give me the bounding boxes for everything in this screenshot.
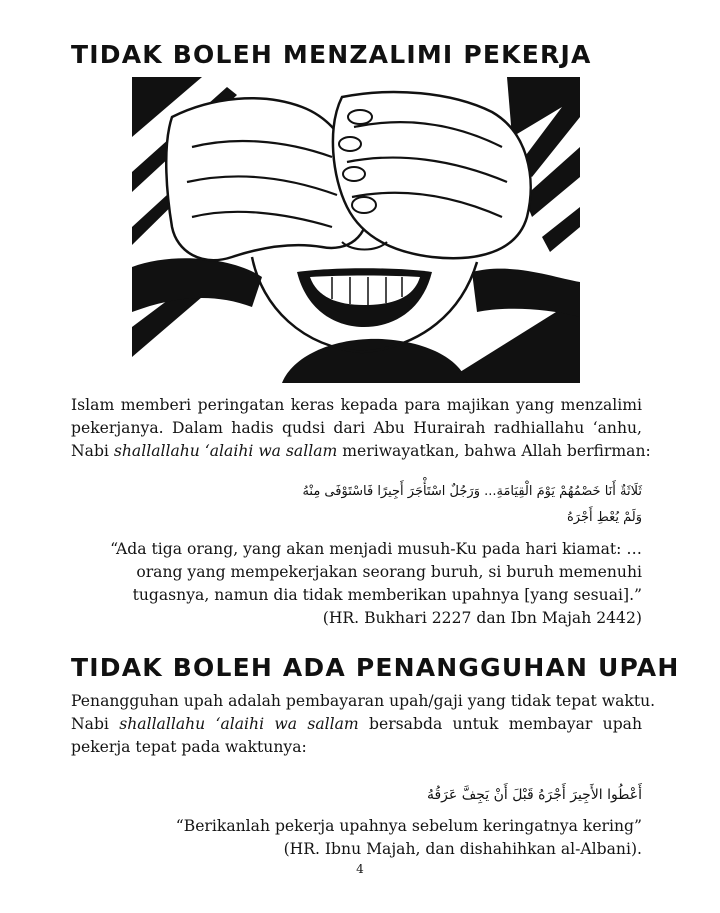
intro-line-2: pekerjanya. Dalam hadis qudsi dari Abu Hurairah radhiallahu ‘anhu, xyxy=(71,419,642,437)
section-heading-menzalimi: TIDAK BOLEH MENZALIMI PEKERJA xyxy=(71,40,592,69)
quote-line-3: tugasnya, namun dia tidak memberikan upahnya [yang sesuai].” xyxy=(132,586,642,604)
intro-line-3 xyxy=(71,440,651,463)
intro-line-3-start: Nabi xyxy=(71,442,114,460)
penangguhan-paragraph xyxy=(71,690,656,759)
arabic-hadith-line-2: وَلَمْ يُعْطِ أَجْرَهُ xyxy=(566,510,642,525)
wages-source: (HR. Ibnu Majah, dan dishahihkan al-Albani). xyxy=(283,840,642,858)
penangguhan-line-3: pekerja tepat pada waktunya: xyxy=(71,738,307,756)
quote-line-1: “Ada tiga orang, yang akan menjadi musuh-Ku pada hari kiamat: … xyxy=(110,540,642,558)
penangguhan-line-2-start: Nabi xyxy=(71,715,120,733)
hadith-translation-quote xyxy=(110,538,642,630)
quote-line-2: orang yang mempekerjakan seorang buruh, si buruh memenuhi xyxy=(136,563,642,581)
intro-paragraph xyxy=(71,394,651,463)
salutation-italic: shallallahu ‘alaihi wa sallam xyxy=(113,442,338,460)
intro-line-3-end: meriwayatkan, bahwa Allah berfirman: xyxy=(337,442,651,460)
wages-quote-text: “Berikanlah pekerja upahnya sebelum keringatnya kering” xyxy=(175,817,642,835)
illustration-hands-covering-eyes xyxy=(132,77,580,383)
penangguhan-line-1: Penangguhan upah adalah pembayaran upah/gaji yang tidak tepat waktu. xyxy=(71,692,656,710)
wages-quote xyxy=(176,815,642,861)
section-heading-penangguhan: TIDAK BOLEH ADA PENANGGUHAN UPAH xyxy=(71,653,680,682)
illustration-svg xyxy=(132,77,580,383)
intro-line-1: Islam memberi peringatan keras kepada para majikan yang menzalimi xyxy=(71,396,642,414)
penangguhan-line-2-end: bersabda untuk membayar upah xyxy=(358,715,643,733)
salutation-italic-2: shallallahu ‘alaihi wa sallam xyxy=(119,715,359,733)
arabic-hadith-wages: أَعْطُوا الأَجِيرَ أَجْرَهُ قَبْلَ أَنْ يَجِفَّ عَرَقُهُ xyxy=(426,787,642,803)
penangguhan-line-2 xyxy=(71,713,642,736)
arabic-hadith-line-1: ثَلَاثَةٌ أَنَا خَصْمُهُمْ يَوْمَ الْقِيَامَةِ... وَرَجُلٌ اسْتَأْجَرَ أَجِيرًا فَاسْتَوْفَى مِنْهُ xyxy=(302,484,642,499)
hadith-source: (HR. Bukhari 2227 dan Ibn Majah 2442) xyxy=(322,609,642,627)
page-number: 4 xyxy=(356,862,364,876)
